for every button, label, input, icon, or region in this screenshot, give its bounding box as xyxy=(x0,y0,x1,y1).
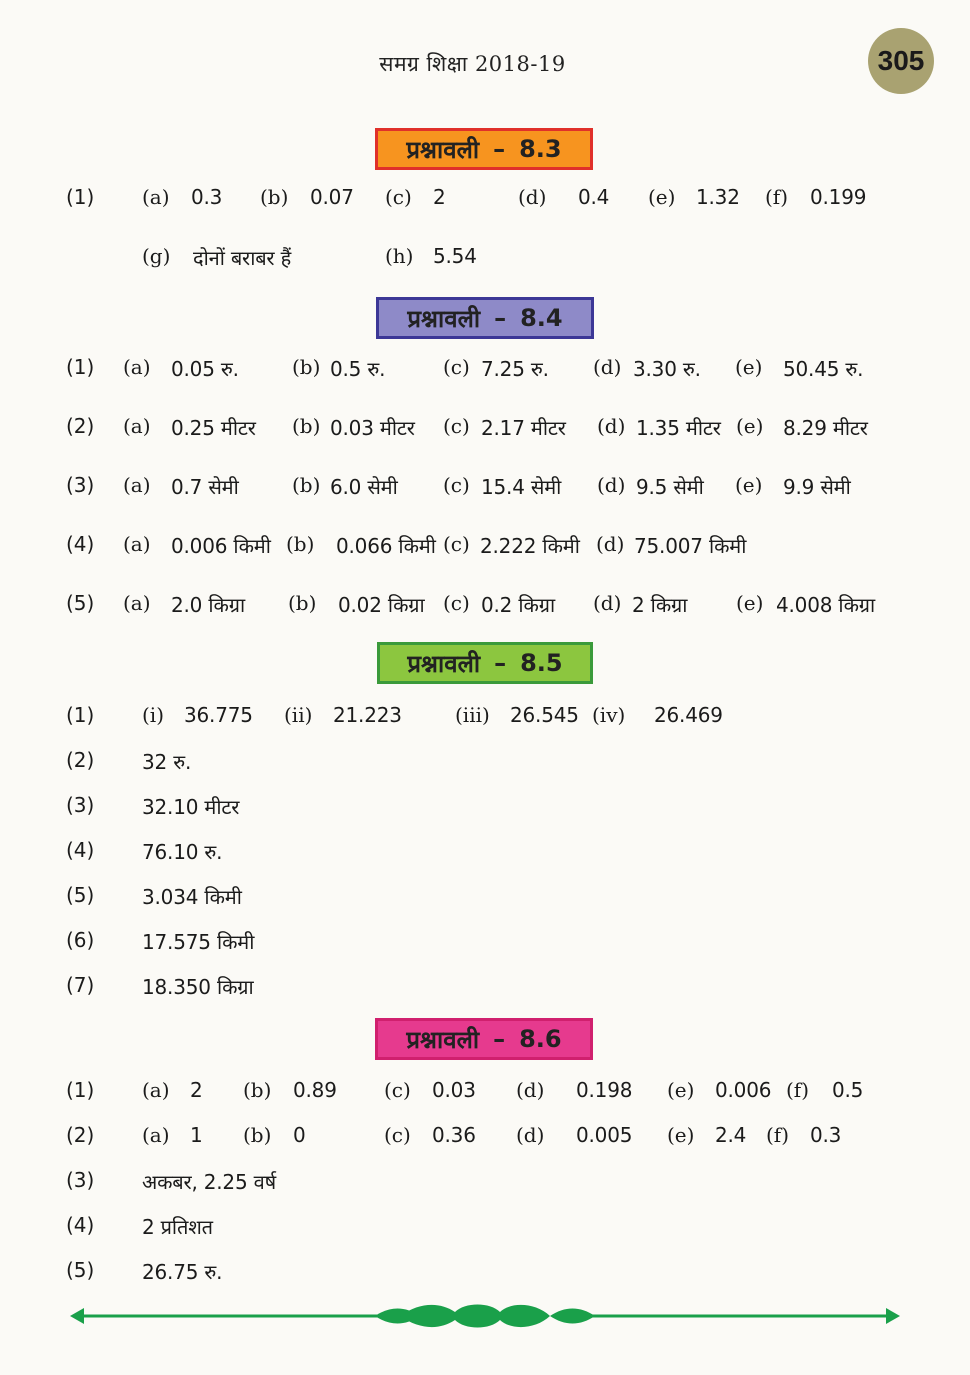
answer-label: (f) xyxy=(765,185,789,209)
answer-label: (b) xyxy=(260,185,289,209)
answer-value: 0.5 रु. xyxy=(330,357,386,381)
answer-value: 0.3 xyxy=(191,185,223,209)
answer-label: (e) xyxy=(667,1123,695,1147)
answer-label: (c) xyxy=(443,414,470,438)
answer-label: (g) xyxy=(142,244,171,268)
answer-label: (b) xyxy=(286,532,315,556)
answer-value: 50.45 रु. xyxy=(783,357,864,381)
answer-value: 2.222 किमी xyxy=(480,534,580,558)
question-number: (5) xyxy=(66,1258,95,1282)
answer-value: 0.36 xyxy=(432,1123,476,1147)
question-number: (3) xyxy=(66,793,95,817)
answer-value: 0.03 xyxy=(432,1078,476,1102)
question-number: (6) xyxy=(66,928,95,952)
section-title-dash: – xyxy=(494,304,507,332)
answer-value: 0.3 xyxy=(810,1123,842,1147)
question-number: (5) xyxy=(66,883,95,907)
answer-value: 2 xyxy=(433,185,446,209)
question-number: (2) xyxy=(66,1123,95,1147)
section-title-8-6 xyxy=(375,1018,593,1060)
answer-value: 1.32 xyxy=(696,185,740,209)
answer-value: 1 xyxy=(190,1123,203,1147)
answer-value: 0.07 xyxy=(310,185,354,209)
answer-value: 0.005 xyxy=(576,1123,633,1147)
answer-label: (d) xyxy=(518,185,547,209)
answer-value: 2 प्रतिशत xyxy=(142,1215,213,1239)
answer-label: (i) xyxy=(142,703,165,727)
answer-label: (a) xyxy=(142,1078,170,1102)
answer-label: (f) xyxy=(786,1078,810,1102)
answer-value: 1.35 मीटर xyxy=(636,416,721,440)
answer-value: 8.29 मीटर xyxy=(783,416,868,440)
answer-row-8-6-q3 xyxy=(0,1168,970,1198)
answer-value: 18.350 किग्रा xyxy=(142,975,254,999)
answer-value: 32 रु. xyxy=(142,750,192,774)
answer-value: 75.007 किमी xyxy=(634,534,747,558)
answer-value: 2 xyxy=(190,1078,203,1102)
answer-value: 0.05 रु. xyxy=(171,357,239,381)
answer-row-8-4-q5 xyxy=(0,591,970,621)
answer-label: (d) xyxy=(597,414,626,438)
answer-label: (b) xyxy=(292,355,321,379)
answer-label: (a) xyxy=(123,414,151,438)
answer-value: 15.4 सेमी xyxy=(481,475,562,499)
answer-value: 2 किग्रा xyxy=(632,593,688,617)
answer-value: 2.17 मीटर xyxy=(481,416,566,440)
answer-value: 2.4 xyxy=(715,1123,747,1147)
answer-label: (a) xyxy=(123,532,151,556)
answer-value: 76.10 रु. xyxy=(142,840,223,864)
answer-row-8-4-q3 xyxy=(0,473,970,503)
answer-row-8-3-q1-cont xyxy=(0,244,970,274)
answer-label: (b) xyxy=(292,473,321,497)
question-number: (3) xyxy=(66,473,95,497)
answer-label: (c) xyxy=(443,532,470,556)
answer-label: (ii) xyxy=(284,703,313,727)
answer-label: (h) xyxy=(385,244,414,268)
question-number: (7) xyxy=(66,973,95,997)
answer-value: 26.545 xyxy=(510,703,579,727)
page-header-title: समग्र शिक्षा 2018-19 xyxy=(379,52,566,76)
answer-value: 0.2 किग्रा xyxy=(481,593,555,617)
section-title-label: प्रश्नावली xyxy=(406,1025,480,1054)
question-number: (2) xyxy=(66,748,95,772)
answer-value: 6.0 सेमी xyxy=(330,475,398,499)
answer-label: (e) xyxy=(735,473,763,497)
question-number: (4) xyxy=(66,838,95,862)
question-number: (4) xyxy=(66,532,95,556)
answer-label: (e) xyxy=(735,355,763,379)
answer-label: (a) xyxy=(123,591,151,615)
answer-value: 9.9 सेमी xyxy=(783,475,851,499)
question-number: (1) xyxy=(66,1078,95,1102)
answer-label: (d) xyxy=(596,532,625,556)
answer-label: (b) xyxy=(288,591,317,615)
answer-value: 0.03 मीटर xyxy=(330,416,415,440)
answer-value: 5.54 xyxy=(433,244,477,268)
answer-value: 4.008 किग्रा xyxy=(776,593,876,617)
answer-row-8-6-q1 xyxy=(0,1078,970,1108)
answer-row-8-4-q4 xyxy=(0,532,970,562)
answer-row-8-5-q5 xyxy=(0,883,970,913)
section-title-dash: – xyxy=(493,135,506,163)
answer-value: 0.25 मीटर xyxy=(171,416,256,440)
answer-value: 26.469 xyxy=(654,703,723,727)
answer-value: 0.199 xyxy=(810,185,867,209)
answer-value: 21.223 xyxy=(333,703,402,727)
answer-row-8-6-q4 xyxy=(0,1213,970,1243)
answer-value: 36.775 xyxy=(184,703,253,727)
answer-label: (e) xyxy=(736,414,764,438)
section-title-number: 8.6 xyxy=(519,1025,562,1053)
question-number: (1) xyxy=(66,355,95,379)
answer-row-8-5-q3 xyxy=(0,793,970,823)
answer-label: (a) xyxy=(123,473,151,497)
answer-value: 0.7 सेमी xyxy=(171,475,239,499)
answer-value: 7.25 रु. xyxy=(481,357,549,381)
answer-row-8-5-q6 xyxy=(0,928,970,958)
answer-label: (d) xyxy=(593,355,622,379)
answer-label: (a) xyxy=(123,355,151,379)
answer-value: 0.5 xyxy=(832,1078,864,1102)
decorative-divider-icon xyxy=(70,1296,900,1336)
question-number: (4) xyxy=(66,1213,95,1237)
section-title-number: 8.4 xyxy=(520,304,563,332)
section-title-number: 8.3 xyxy=(519,135,562,163)
answer-value: 3.034 किमी xyxy=(142,885,242,909)
answer-row-8-5-q7 xyxy=(0,973,970,1003)
answer-label: (b) xyxy=(292,414,321,438)
answer-label: (c) xyxy=(443,473,470,497)
question-number: (3) xyxy=(66,1168,95,1192)
answer-label: (e) xyxy=(736,591,764,615)
answer-value: 0.4 xyxy=(578,185,610,209)
section-title-label: प्रश्नावली xyxy=(407,649,481,678)
answer-value: 3.30 रु. xyxy=(633,357,701,381)
answer-value: 0.198 xyxy=(576,1078,633,1102)
answer-value: 26.75 रु. xyxy=(142,1260,223,1284)
answer-label: (f) xyxy=(766,1123,790,1147)
answer-label: (b) xyxy=(243,1123,272,1147)
answer-value: 9.5 सेमी xyxy=(636,475,704,499)
question-number: (1) xyxy=(66,185,95,209)
answer-value: 17.575 किमी xyxy=(142,930,255,954)
answer-value: 32.10 मीटर xyxy=(142,795,240,819)
section-title-8-4 xyxy=(376,297,594,339)
question-number: (5) xyxy=(66,591,95,615)
section-title-number: 8.5 xyxy=(520,649,563,677)
answer-label: (c) xyxy=(443,591,470,615)
answer-label: (b) xyxy=(243,1078,272,1102)
answer-label: (c) xyxy=(443,355,470,379)
answer-row-8-4-q2 xyxy=(0,414,970,444)
answer-row-8-6-q5 xyxy=(0,1258,970,1288)
question-number: (2) xyxy=(66,414,95,438)
answer-label: (c) xyxy=(384,1078,411,1102)
answer-row-8-6-q2 xyxy=(0,1123,970,1153)
section-title-label: प्रश्नावली xyxy=(406,135,480,164)
answer-value: 2.0 किग्रा xyxy=(171,593,245,617)
answer-row-8-3-q1 xyxy=(0,185,970,215)
answer-value: 0.066 किमी xyxy=(336,534,436,558)
section-title-dash: – xyxy=(493,1025,506,1053)
answer-label: (d) xyxy=(516,1078,545,1102)
answer-value: अकबर, 2.25 वर्ष xyxy=(142,1170,276,1194)
answer-row-8-5-q1 xyxy=(0,703,970,733)
section-title-dash: – xyxy=(494,649,507,677)
answer-label: (a) xyxy=(142,185,170,209)
section-title-8-3 xyxy=(375,128,593,170)
answer-label: (e) xyxy=(648,185,676,209)
answer-label: (d) xyxy=(597,473,626,497)
question-number: (1) xyxy=(66,703,95,727)
answer-value: 0.89 xyxy=(293,1078,337,1102)
answer-label: (c) xyxy=(384,1123,411,1147)
answer-value: 0.006 xyxy=(715,1078,772,1102)
answer-value: 0 xyxy=(293,1123,306,1147)
section-title-label: प्रश्नावली xyxy=(407,304,481,333)
answer-label: (iii) xyxy=(455,703,490,727)
answer-label: (d) xyxy=(593,591,622,615)
section-title-8-5 xyxy=(377,642,593,684)
answer-value: दोनों बराबर हैं xyxy=(193,246,291,270)
answer-row-8-5-q4 xyxy=(0,838,970,868)
answer-row-8-4-q1 xyxy=(0,355,970,385)
answer-value: 0.006 किमी xyxy=(171,534,271,558)
answer-label: (iv) xyxy=(592,703,626,727)
answer-label: (c) xyxy=(385,185,412,209)
answer-row-8-5-q2 xyxy=(0,748,970,778)
answer-value: 0.02 किग्रा xyxy=(338,593,425,617)
answer-label: (a) xyxy=(142,1123,170,1147)
answer-label: (e) xyxy=(667,1078,695,1102)
answer-label: (d) xyxy=(516,1123,545,1147)
page-number-badge: 305 xyxy=(868,28,934,94)
